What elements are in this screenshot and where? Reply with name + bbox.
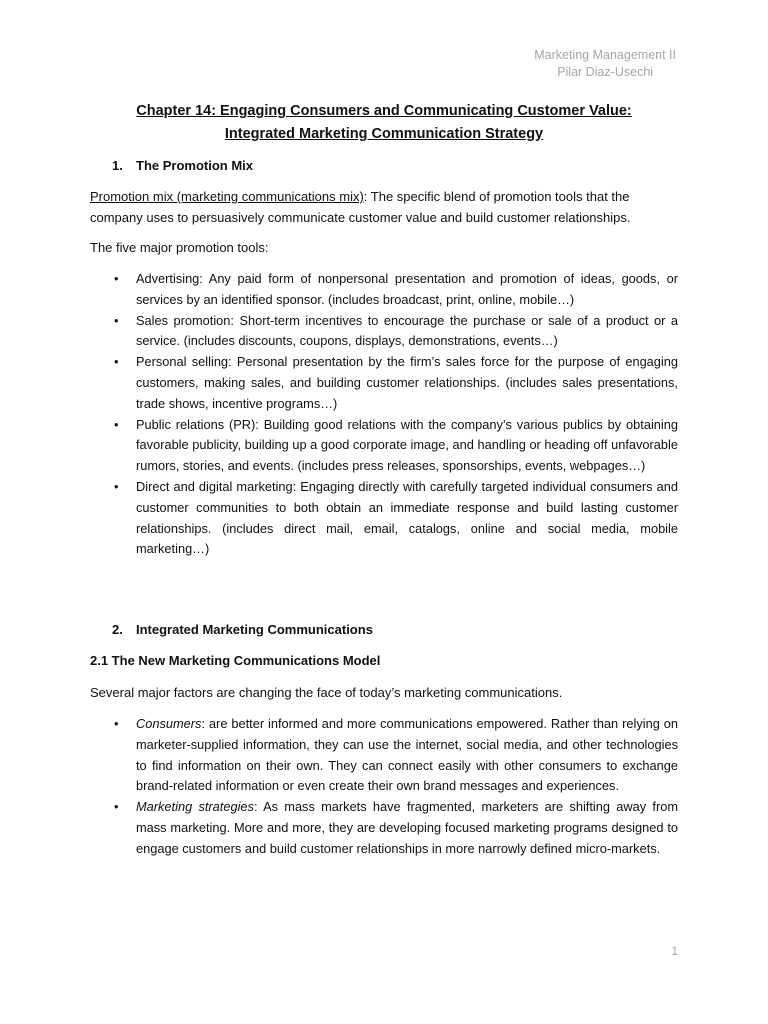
factor-term: Consumers: [136, 716, 202, 731]
list-item: [90, 352, 678, 414]
list-item: [90, 797, 678, 859]
chapter-title-line2: Integrated Marketing Communication Strategy: [224, 126, 544, 142]
bullet-icon: •: [114, 799, 119, 815]
promotion-tools-list: [90, 269, 678, 560]
bullet-icon: •: [114, 478, 119, 494]
tool-text: Advertising: Any paid form of nonpersonal presentation and promotion of ideas, goods, or services by an identified sponsor. (includes broadcast, print, online, mobile…): [136, 271, 678, 307]
chapter-title-line1: Chapter 14: Engaging Consumers and Communicating Customer Value:: [136, 103, 632, 119]
bullet-icon: •: [114, 416, 119, 432]
factor-text: : are better informed and more communications empowered. Rather than relying on marketer-supplied information, they can use the internet, social media, and other technologies to find information on their own. They can connect easily with other consumers to exchange brand-related information or even create their own brand messages and experiences.: [136, 716, 678, 794]
page-number: 1: [671, 944, 678, 958]
header-author: Pilar Diaz-Usechi: [557, 65, 654, 79]
bullet-icon: •: [114, 716, 119, 731]
tool-text: Personal selling: Personal presentation by the firm’s sales force for the purpose of engaging customers, making sales, and building customer relationships. (includes sales presentations, trade shows, incentive programs…): [136, 354, 678, 411]
section2-number: 2.: [112, 622, 123, 637]
bullet-icon: •: [114, 312, 119, 328]
section1-heading: [112, 158, 253, 173]
promotion-mix-definition: [90, 187, 678, 228]
tools-intro: The five major promotion tools:: [90, 240, 269, 255]
factor-term: Marketing strategies: [136, 799, 254, 815]
list-item: [90, 269, 678, 311]
definition-text: : The specific blend of promotion tools that the company uses to persuasively communicate customer value and build customer relationships.: [90, 189, 631, 225]
section2-title: Integrated Marketing Communications: [136, 622, 373, 637]
section1-number: 1.: [112, 158, 123, 173]
chapter-title: [90, 100, 678, 146]
factors-intro: Several major factors are changing the face of today’s marketing communications.: [90, 685, 563, 700]
bullet-icon: •: [114, 271, 119, 286]
definition-term: Promotion mix (marketing communications mix): [90, 189, 364, 204]
list-item: [90, 311, 678, 353]
section2-heading: [112, 622, 373, 637]
section1-title: The Promotion Mix: [136, 158, 253, 173]
factors-list: [90, 714, 678, 860]
factor-text: : As mass markets have fragmented, marketers are shifting away from mass marketing. More and more, they are developing focused marketing programs designed to engage customers and build customer relationships in more narrowly defined micro-markets.: [136, 799, 678, 856]
list-item: [90, 714, 678, 797]
list-item: [90, 477, 678, 560]
bullet-icon: •: [114, 354, 119, 370]
tool-text: Direct and digital marketing: Engaging directly with carefully targeted individual consumers and customer communities to both obtain an immediate response and build lasting customer relationships. (includes direct mail, email, catalogs, online and social media, mobile marketing…): [136, 478, 678, 557]
page-header: [534, 47, 676, 81]
header-course: Marketing Management II: [534, 48, 676, 62]
subsection-heading: 2.1 The New Marketing Communications Model: [90, 653, 381, 668]
tool-text: Public relations (PR): Building good relations with the company’s various publics by obtaining favorable publicity, building up a good corporate image, and handling or heading off unfavorable rumors, stories, and events. (includes press releases, sponsorships, events, webpages…): [136, 416, 678, 474]
list-item: [90, 415, 678, 477]
tool-text: Sales promotion: Short-term incentives to encourage the purchase or sale of a product or a service. (includes discounts, coupons, displays, demonstrations, events…): [136, 312, 678, 349]
